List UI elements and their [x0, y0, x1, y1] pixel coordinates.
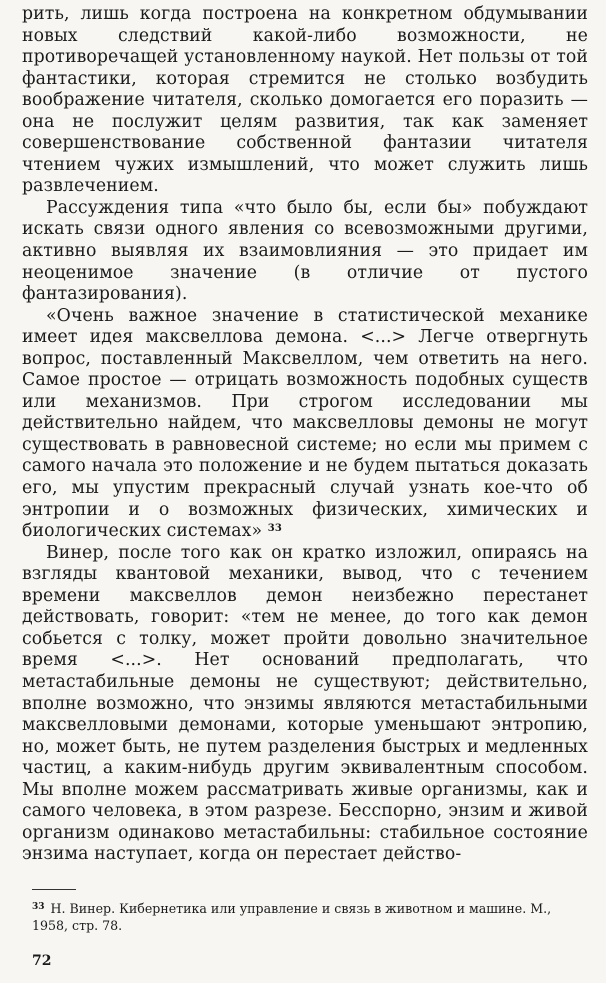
paragraph-2: Рассуждения типа «что было бы, если бы» побуждают искать связи одного явления со всевозможными другими, активно выявляя их взаимовлияния — это придает им неоценимое значение (в отличие от пустого фантазирования).	[22, 197, 588, 305]
footnote-divider	[32, 889, 76, 890]
footnote-ref[interactable]: 33	[267, 523, 282, 535]
page-number: 72	[32, 953, 52, 969]
paragraph-4: Винер, после того как он кратко изложил, опираясь на взгляды квантовой механики, вывод, что с течением времени максвеллов демон неизбежно перестанет действовать, говорит: «тем не менее, до того как демон собьется с толку, может пройти довольно значительное время <...>. Нет оснований предполагать, что метастабильные демоны не существуют; действительно, вполне возможно, что энзимы являются метастабильными максвелловыми демонами, которые уменьшают энтропию, но, может быть, не путем разделения быстрых и медленных частиц, а каким-нибудь другим эквивалентным способом. Мы вполне можем рассматривать живые организмы, как и самого человека, в этом разрезе. Бесспорно, энзим и живой организм одинаково метастабильны: стабильное состояние энзима наступает, когда он перестает действо-	[22, 542, 588, 865]
paragraph-1: рить, лишь когда построена на конкретном обдумывании новых следствий какой-либо возможности, не противоречащей установленному наукой. Нет пользы от той фантастики, которая стремится не столько возбудить воображение читателя, сколько домогается его поразить — она не послужит целям развития, так как заменяет совершенствование собственной фантазии читателя чтением чужих измышлений, что может служить лишь развлечением.	[22, 4, 588, 197]
page-body	[22, 4, 588, 866]
quote-text: «Очень важное значение в статистической механике имеет идея максвеллова демона. <...> Легче отвергнуть вопрос, поставленный Максвеллом, чем ответить на него. Самое простое — отрицать возможность подобных существ или механизмов. При строгом исследовании мы действительно найдем, что максвелловы демоны не могут существовать в равновесной системе; но если мы примем с самого начала это положение и не будем пытаться доказать его, мы упустим прекрасный случай узнать кое-что об энтропии и о возможных физических, химических и биологических системах»	[22, 305, 588, 542]
footnote-mark: 33	[32, 902, 45, 912]
paragraph-3	[22, 306, 588, 543]
footnote	[32, 899, 588, 934]
footnote-text: Н. Винер. Кибернетика или управление и связь в животном и машине. М., 1958, стр. 78.	[32, 901, 552, 933]
